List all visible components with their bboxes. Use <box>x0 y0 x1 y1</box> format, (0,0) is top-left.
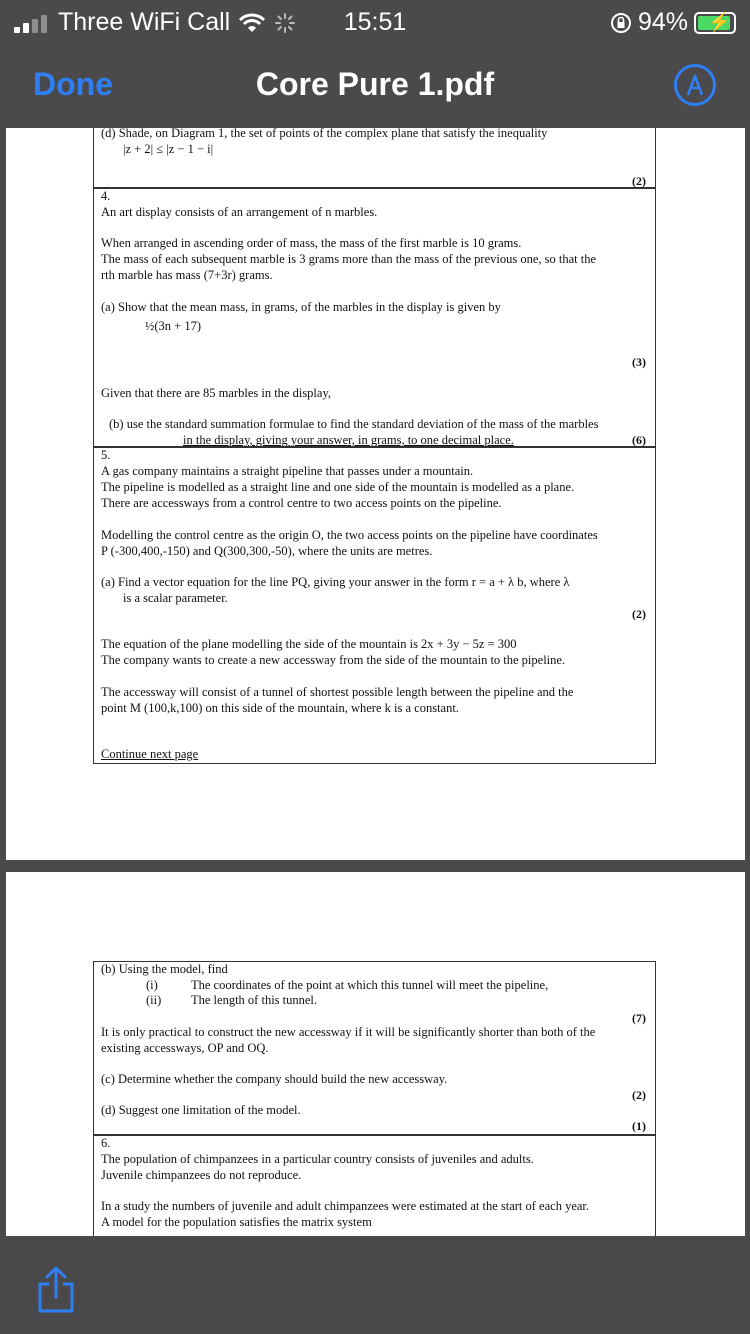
q3d-mark: (2) <box>632 174 646 188</box>
q5a-line1: (a) Find a vector equation for the line PQ, giving your answer in the form r = a + λ b, where λ <box>101 575 570 589</box>
q5-line7: The company wants to create a new accessway from the side of the mountain to the pipeline. <box>101 653 566 667</box>
q4a-line1: (a) Show that the mean mass, in grams, of the marbles in the display is given by <box>101 300 501 314</box>
q5d-text: (d) Suggest one limitation of the model. <box>101 1103 301 1117</box>
q5-number: 5. <box>101 448 111 462</box>
q4a-formula: ½(3n + 17) <box>145 319 201 333</box>
q6-line4: A model for the population satisfies the matrix system <box>101 1215 372 1229</box>
q3d-line1: (d) Shade, on Diagram 1, the set of points of the complex plane that satisfy the inequality <box>101 128 548 140</box>
bottom-toolbar <box>0 1236 750 1334</box>
q3d-inequality: |z + 2| ≤ |z − 1 − i| <box>123 142 214 156</box>
q4-line2: When arranged in ascending order of mass, the mass of the first marble is 10 grams. <box>101 236 522 250</box>
q4b-line1: (b) use the standard summation formulae to find the standard deviation of the mass of the marbles <box>109 417 599 431</box>
q5-line1: A gas company maintains a straight pipeline that passes under a mountain. <box>101 464 474 478</box>
done-button[interactable]: Done <box>33 66 113 102</box>
carrier-name: Three WiFi Call <box>58 8 231 36</box>
q5b-i-number: (i) <box>146 978 158 992</box>
q6-line1: The population of chimpanzees in a particular country consists of juveniles and adults. <box>101 1152 534 1166</box>
q4-number: 4. <box>101 189 111 203</box>
battery-icon: ⚡ <box>694 12 736 34</box>
q5-line2: The pipeline is modelled as a straight line and one side of the mountain is modelled as a plane. <box>101 480 575 494</box>
q5a-line2: is a scalar parameter. <box>123 591 228 605</box>
q5b-mark: (7) <box>632 1011 646 1025</box>
orientation-lock-icon <box>610 12 632 34</box>
q5b-ii-text: The length of this tunnel. <box>191 993 318 1007</box>
q4-line1: An art display consists of an arrangement of n marbles. <box>101 205 378 219</box>
q5-line8: The accessway will consist of a tunnel of shortest possible length between the pipeline and the <box>101 685 574 699</box>
q4-line3: The mass of each subsequent marble is 3 grams more than the mass of the previous one, so that the <box>101 252 597 266</box>
q5c-mark: (2) <box>632 1088 646 1102</box>
share-icon[interactable] <box>36 1266 76 1314</box>
q5-line9: point M (100,k,100) on this side of the mountain, where k is a constant. <box>101 701 459 715</box>
pdf-page-2[interactable] <box>6 872 745 1236</box>
q5-line6: The equation of the plane modelling the side of the mountain is 2x + 3y − 5z = 300 <box>101 637 517 651</box>
q5d-mark: (1) <box>632 1119 646 1133</box>
q5a-mark: (2) <box>632 607 646 621</box>
q5b-i-text: The coordinates of the point at which this tunnel will meet the pipeline, <box>191 978 549 992</box>
q6-line3: In a study the numbers of juvenile and adult chimpanzees were estimated at the start of each year. <box>101 1199 590 1213</box>
continue-next-page: Continue next page <box>101 747 199 761</box>
q5b-line1: (b) Using the model, find <box>101 962 228 976</box>
q5-line3: There are accessways from a control centre to two access points on the pipeline. <box>101 496 502 510</box>
pdf-page-1[interactable] <box>6 128 745 860</box>
q4b-mark: (6) <box>632 433 646 447</box>
q5b-ii-number: (ii) <box>146 993 162 1007</box>
q4a-mark: (3) <box>632 355 646 369</box>
nav-bar <box>0 42 750 128</box>
q5-line11: existing accessways, OP and OQ. <box>101 1041 269 1055</box>
document-title: Core Pure 1.pdf <box>255 66 495 102</box>
q5c-text: (c) Determine whether the company should build the new accessway. <box>101 1072 448 1086</box>
status-bar <box>0 0 750 42</box>
q6-number: 6. <box>101 1136 111 1150</box>
question-4-box <box>93 188 656 447</box>
status-time: 15:51 <box>343 8 407 36</box>
battery-percent: 94% <box>637 8 688 36</box>
markup-pen-icon[interactable] <box>674 64 716 106</box>
q5-line10: It is only practical to construct the new accessway if it will be significantly shorter than both of the <box>101 1025 596 1039</box>
q4-line5: Given that there are 85 marbles in the display, <box>101 386 332 400</box>
q6-line2: Juvenile chimpanzees do not reproduce. <box>101 1168 302 1182</box>
q4b-line2: in the display, giving your answer, in grams, to one decimal place. <box>183 433 514 447</box>
q5-line4: Modelling the control centre as the origin O, the two access points on the pipeline have coordinates <box>101 528 598 542</box>
q5-line5: P (-300,400,-150) and Q(300,300,-50), where the units are metres. <box>101 544 433 558</box>
q4-line4: rth marble has mass (7+3r) grams. <box>101 268 273 282</box>
